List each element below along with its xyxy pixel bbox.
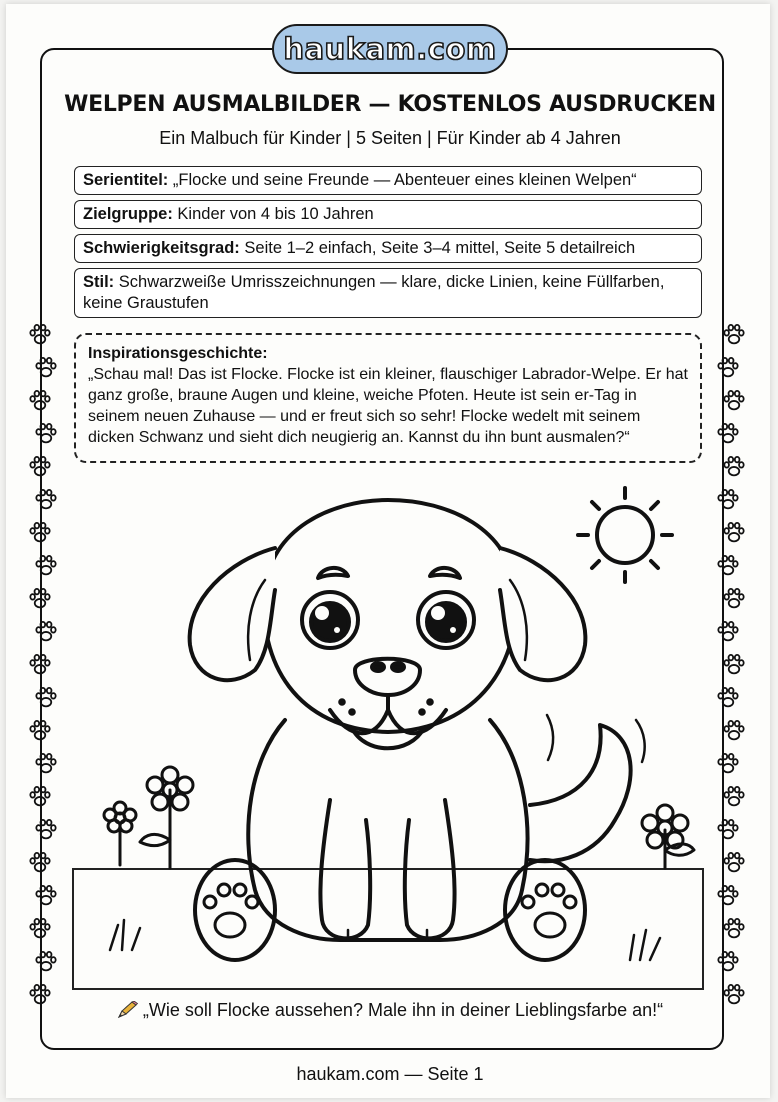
paw-print-icon [36,358,55,376]
inspiration-story [74,333,702,463]
paw-print-icon [30,457,49,475]
info-label: Stil: [83,273,115,291]
brand-badge[interactable]: haukam.com [272,24,508,74]
paw-print-icon [36,754,55,772]
paw-print-icon [718,754,737,772]
paw-print-icon [724,853,743,871]
paw-print-icon [724,787,743,805]
paw-print-icon [30,853,49,871]
paw-print-icon [724,523,743,541]
paw-print-icon [718,820,737,838]
paw-print-icon [724,655,743,673]
info-label: Schwierigkeitsgrad: [83,239,240,257]
info-value: Kinder von 4 bis 10 Jahren [172,205,374,223]
paw-print-icon [718,688,737,706]
paw-print-icon [30,721,49,739]
page-subtitle: Ein Malbuch für Kinder | 5 Seiten | Für Kinder ab 4 Jahren [159,128,621,148]
paw-print-icon [724,391,743,409]
story-text: „Schau mal! Das ist Flocke. Flocke ist ein kleiner, flauschiger Labrador-Welpe. Er hat ganz große, braune Augen und kleine, weiche Pfoten. Heute ist sein er-Tag in seinem neuen Zuhause — und er freut sich so sehr! Flocke wedelt mit seinem dicken Schwanz und sieht dich neugierig an. Kannst du ihn bunt ausmalen?“ [88,366,688,446]
info-box-difficulty [74,234,702,263]
info-value: Schwarzweiße Umrisszeichnungen — klare, dicke Linien, keine Füllfarben, keine Graustufen [83,273,665,312]
paw-print-icon [718,490,737,508]
paw-print-icon [36,820,55,838]
paw-print-icon [36,622,55,640]
page-title: WELPEN AUSMALBILDER — KOSTENLOS AUSDRUCKEN [64,92,716,117]
paw-print-icon [36,556,55,574]
paw-print-icon [718,556,737,574]
paw-print-icon [36,424,55,442]
paw-print-icon [36,688,55,706]
paw-print-icon [36,886,55,904]
sun-icon [578,488,672,582]
paw-print-icon [30,325,49,343]
info-value: Seite 1–2 einfach, Seite 3–4 mittel, Seite 5 detailreich [239,239,636,257]
paw-print-icon [36,490,55,508]
page-footer: haukam.com — Seite 1 [296,1064,484,1084]
paw-print-icon [724,325,743,343]
paw-print-icon [718,358,737,376]
paw-border-left [26,318,60,1018]
paw-print-icon [718,886,737,904]
prompt-text: „Wie soll Flocke aussehen? Male ihn in deiner Lieblingsfarbe an!“ [142,1000,664,1020]
paw-print-icon [30,787,49,805]
paw-print-icon [30,589,49,607]
info-value: „Flocke und seine Freunde — Abenteuer eines kleinen Welpen“ [168,171,637,189]
paw-print-icon [30,655,49,673]
paw-print-icon [30,523,49,541]
paw-print-icon [724,589,743,607]
puppy-illustration [60,470,720,990]
pencil-icon [117,1001,139,1019]
paw-print-icon [724,919,743,937]
paw-print-icon [724,457,743,475]
paw-print-icon [30,919,49,937]
paw-print-icon [36,952,55,970]
paw-print-icon [718,622,737,640]
story-heading: Inspirationsgeschichte: [88,345,268,362]
info-box-style [74,268,702,318]
paw-print-icon [30,391,49,409]
info-box-audience [74,200,702,229]
info-box-series [74,166,702,195]
paw-print-icon [718,952,737,970]
info-label: Serientitel: [83,171,169,189]
info-label: Zielgruppe: [83,205,173,223]
coloring-prompt [40,1000,740,1021]
paw-print-icon [718,424,737,442]
paw-print-icon [724,721,743,739]
